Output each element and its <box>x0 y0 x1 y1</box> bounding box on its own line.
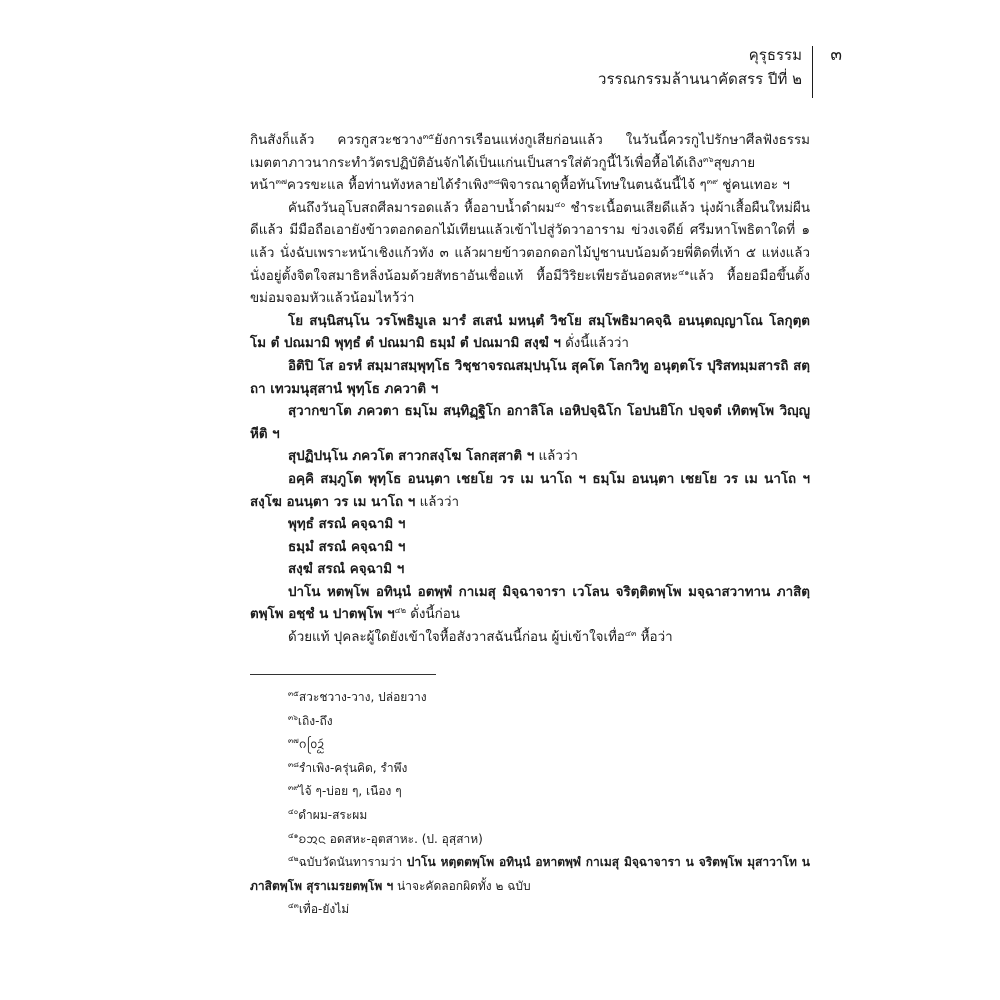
pali-verse: พุทฺธํ สรณํ คจฺฉามิ ฯ <box>288 517 406 533</box>
footnote-ref[interactable]: ๔๐ <box>554 199 566 209</box>
running-subtitle: วรรณกรรมล้านนาคัดสรร ปีที่ ๒ <box>598 70 802 88</box>
footnote-ref[interactable]: ๔๓ <box>624 629 637 639</box>
pali-verse: ปาโน หตพฺโพ อทินฺนํ อตพฺพํ กาเมสุ มิจฺฉาจารา เวโลน จริตฺติตพฺโพ มจฺฉาสวาทาน ภาสิตฺตพฺโพ อชฺชํ น ปาตพฺโพ ฯ$^{๔๒}$ ดั่งนี้ก่อน <box>250 584 810 623</box>
header-divider <box>812 46 814 98</box>
footnotes <box>250 686 810 922</box>
footnote-ref[interactable]: ๔๒ <box>394 606 406 616</box>
footnote: $^{๓๖}$เถิง-ถึง <box>288 712 333 728</box>
footnote-ref[interactable]: ๓๕ <box>422 132 435 141</box>
pali-verse: อคฺคิ สมฺภูโต พุทฺโธ อนนฺตา เชยโย วร เม นาโถ ฯ ธมฺโม อนนฺตา เชยโย วร เม นาโถ ฯ สงฺโฆ อนนฺตา วร เม นาโถ ฯ แล้วว่า <box>250 471 810 510</box>
pali-verse: สฺวากขาโต ภควตา ธมฺโม สนฺทิฏฺฐิโก อกาลิโล เอหิปจฺฉิโก โอปนยิโก ปจฺจตํ เทิตพฺโพ วิญฺญูหีติ ฯ <box>250 404 810 442</box>
footnote: $^{๔๐}$ดำผม-สระผม <box>288 806 368 822</box>
paragraph-1: กินสังก็แล้ว ควรกูสวะชวาง$^{๓๕}$ยังการเรือนแห่งกูเสียก่อนแล้ว ในวันนี้ควรกูไปรักษาศีลฟังธรรม เมตตาภาวนากระทำวัตรปฏิบัติอันจักได้เป็นแก่นเป็นสารใส่ตัวกูนี้ไว้เพื่อหื้อได้เถิง$^{๓๖}$สุขภายหน้า$^{๓๗}$ควรขะแล หื้อท่านทังหลายได้รำเพิง$^{๓๘}$พิจารณาดูหื้อทันโทษในตนฉันนี้ไจ้ ๆ$^{๓๙}$ ชู่คนเทอะ ฯ <box>250 132 810 194</box>
pali-verse: โย สนฺนิสนฺโน วรโพธิมูเล มารํ สเสนํ มหนฺตํ วิชโย สมฺโพธิมาคจฺฉิ อนนฺตญฺญาโณ โลกุตฺตโม ตํ ปณมามิ พุทฺธํ ตํ ปณมามิ ธมฺมํ ตํ ปณมามิ สงฺฆํ ฯ ดั่งนี้แล้วว่า <box>250 313 810 352</box>
footnote-ref[interactable]: ๔๑ <box>678 267 690 277</box>
footnote-separator <box>250 674 436 675</box>
body-text <box>250 130 810 650</box>
pali-verse: ธมฺมํ สรณํ คจฺฉามิ ฯ <box>288 539 406 555</box>
footnote-ref[interactable]: ๓๗ <box>275 177 287 187</box>
paragraph-2: คันถึงวันอุโบสถศีลมารอดแล้ว หื้ออาบน้ำดำผม$^{๔๐}$ ชำระเนื้อตนเสียดีแล้ว นุ่งผ้าเสื้อผืนใหม่ผืนดีแล้ว มีมือถือเอายังข้าวตอกดอกไม้เทียนแล้วเข้าไปสู่วัดวาอาราม ข่วงเจดีย์ ศรีมหาโพธิตาใดที่ ๑ แล้ว นั่งฉับเพราะหน้าเชิงแก้วทัง ๓ แล้วผายข้าวตอกดอกไม้ปูชานบน้อมด้วยพี่ติดที่เท้า ๕ แห่งแล้ว นั่งอยู่ตั้งจิตใจสมาธิหลิ่งน้อมด้วยสัทธาอันเชื่อแท้ หื้อมีวิริยะเพียรอันอดสหะ$^{๔๑}$แล้ว หื้อยอมือขึ้นตั้งขม่อมจอมหัวแล้วน้อมไหว้ว่า <box>250 199 810 307</box>
paragraph-closing: ด้วยแท้ ปุคละผู้ใดยังเข้าใจหื้อสังวาสฉันนี้ก่อน ผู้บ่เข้าใจเทื่อ$^{๔๓}$ หื้อว่า <box>288 629 673 646</box>
running-title: คุรุธรรม <box>748 46 802 64</box>
footnote-ref[interactable]: ๓๙ <box>706 177 718 187</box>
footnote: $^{๔๒}$ฉบับวัดนันทารามว่า ปาโน หตฺตตพฺโพ อทินฺนํ อหาตพฺพํ กาเมสุ มิจฺฉาจารา น จริตพฺโพ มุสาวาโท น ภาสิตพฺโพ สุราเมรยตพฺโพ ฯ น่าจะคัดลอกผิดทั้ง ๒ ฉบับ <box>250 854 810 893</box>
footnote: $^{๓๘}$รำเพิง-ครุ่นคิด, รำพึง <box>288 759 408 775</box>
running-header <box>560 46 842 96</box>
footnote-ref[interactable]: ๓๖ <box>703 154 714 164</box>
footnote: $^{๔๑}$ᨧᩋᨶ อดสหะ-อุตสาหะ. (ป. อุสฺสาห) <box>288 830 483 846</box>
footnote: $^{๓๕}$สวะชวาง-วาง, ปล่อยวาง <box>288 689 427 704</box>
footnote: $^{๔๓}$เทื่อ-ยังไม่ <box>288 901 350 917</box>
pali-verse: สงฺฆํ สรณํ คจฺฉามิ ฯ <box>288 562 405 578</box>
pali-verse: อิติปิ โส อรหํ สมฺมาสมฺพุทฺโธ วิชฺชาจรณสมฺปนฺโน สุคโต โลกวิทู อนุตฺตโร ปุริสทมฺมสารถิ สตฺถา เทวมนุสฺสานํ พุทฺโธ ภควาติ ฯ <box>250 358 810 397</box>
footnote-ref[interactable]: ๓๘ <box>488 177 500 187</box>
footnote: $^{๓๙}$ไจ้ ๆ-บ่อย ๆ, เนือง ๆ <box>288 783 402 799</box>
page-number: ๓ <box>830 45 842 65</box>
footnote: $^{๓๗}$ᨣᩅᩕᨯᩢᩬ <box>288 736 325 752</box>
pali-verse: สุปฏิปนฺโน ภควโต สาวกสงฺโฆ โลกสฺสาติ ฯ แล้วว่า <box>288 449 578 465</box>
